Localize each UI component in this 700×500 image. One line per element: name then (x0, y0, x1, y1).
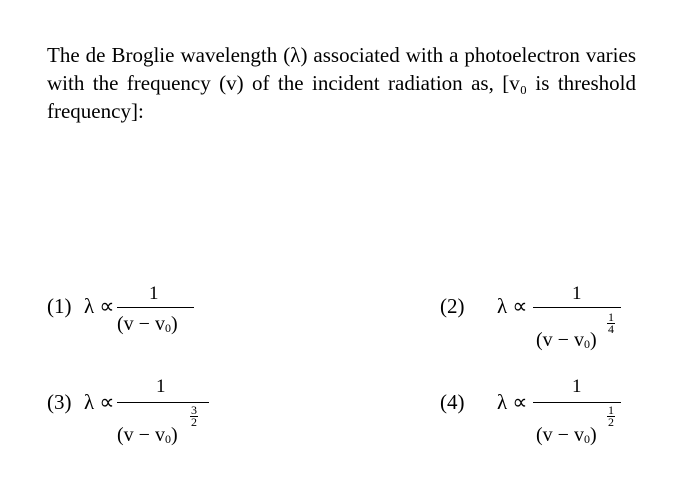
lambda-proportional-symbol: λ ∝ (84, 390, 115, 414)
fraction-denominator: $(v - v_0)$ (536, 424, 597, 446)
fraction-bar (533, 307, 621, 308)
fraction-numerator: 1 (156, 376, 166, 397)
option-number: (4) (440, 390, 465, 414)
fraction-numerator: 1 (572, 283, 582, 304)
question-text: The de Broglie wavelength (λ) associated with a photoelectron varies with the frequency (v) of the incident radiation as, [v₀ is threshold frequency]: (47, 43, 636, 123)
option-number: (2) (440, 294, 465, 318)
lambda-proportional-symbol: λ ∝ (497, 294, 528, 318)
fraction-bar (117, 307, 194, 308)
fraction-denominator: $(v - v_0)$ (117, 424, 178, 446)
option-2[interactable] (440, 283, 640, 374)
option-number: (1) (47, 294, 72, 318)
fraction-denominator: $(v - v_0)$ (536, 329, 597, 351)
lambda-proportional-symbol: λ ∝ (84, 294, 115, 318)
lambda-proportional-symbol: λ ∝ (497, 390, 528, 414)
fraction-exponent: 1 4 (608, 310, 614, 336)
option-number: (3) (47, 390, 72, 414)
fraction-exponent: 1 2 (608, 403, 614, 429)
fraction-exponent: 3 2 (191, 403, 197, 429)
option-4[interactable] (440, 376, 640, 470)
option-1[interactable] (47, 283, 247, 374)
fraction-numerator: 1 (149, 283, 159, 304)
fraction-numerator: 1 (572, 376, 582, 397)
option-3[interactable] (47, 376, 247, 470)
fraction-denominator: $(v - v_0)$ (117, 313, 178, 335)
